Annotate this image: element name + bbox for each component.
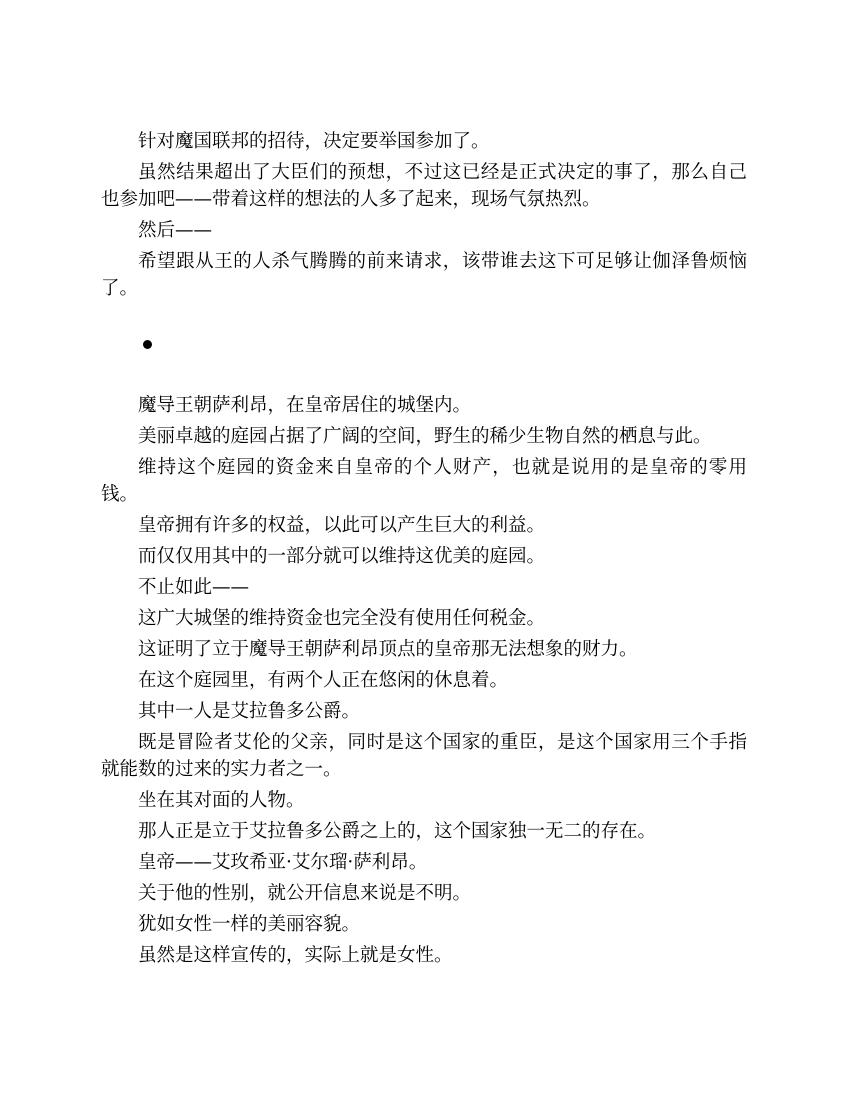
paragraph: 希望跟从王的人杀气腾腾的前来请求，该带谁去这下可足够让伽泽鲁烦恼了。 <box>101 251 747 299</box>
paragraph: 坐在其对面的人物。 <box>138 790 305 811</box>
paragraph: 皇帝拥有许多的权益，以此可以产生巨大的利益。 <box>138 515 546 536</box>
section-separator <box>101 332 747 362</box>
spacer <box>101 302 747 332</box>
bullet-dot-icon <box>143 340 152 349</box>
paragraph: 美丽卓越的庭园占据了广阔的空间，野生的稀少生物自然的栖息与此。 <box>138 426 712 447</box>
paragraph: 虽然结果超出了大臣们的预想，不过这已经是正式决定的事了，那么自己也参加吧——带着这样的想法的人多了起来，现场气氛热烈。 <box>101 162 747 210</box>
paragraph: 在这个庭园里，有两个人正在悠闲的休息着。 <box>138 670 509 691</box>
paragraph: 既是冒险者艾伦的父亲，同时是这个国家的重臣，是这个国家用三个手指就能数的过来的实力者之一。 <box>101 732 747 780</box>
section-1 <box>101 128 747 302</box>
spacer <box>101 362 747 392</box>
paragraph: 关于他的性别，就公开信息来说是不明。 <box>138 883 472 904</box>
paragraph: 其中一人是艾拉鲁多公爵。 <box>138 701 361 722</box>
paragraph: 针对魔国联邦的招待，决定要举国参加了。 <box>138 131 490 152</box>
paragraph: 虽然是这样宣传的，实际上就是女性。 <box>138 945 453 966</box>
paragraph: 维持这个庭园的资金来自皇帝的个人财产，也就是说用的是皇帝的零用钱。 <box>101 457 747 505</box>
section-2 <box>101 392 747 969</box>
paragraph: 这广大城堡的维持资金也完全没有使用任何税金。 <box>138 608 546 629</box>
paragraph: 犹如女性一样的美丽容貌。 <box>138 914 361 935</box>
paragraph: 这证明了立于魔导王朝萨利昂顶点的皇帝那无法想象的财力。 <box>138 639 638 660</box>
paragraph: 皇帝——艾玫希亚·艾尔瑠·萨利昂。 <box>138 852 428 873</box>
paragraph: 而仅仅用其中的一部分就可以维持这优美的庭园。 <box>138 546 546 567</box>
paragraph: 然后—— <box>138 220 213 241</box>
document-page <box>101 128 747 969</box>
paragraph: 那人正是立于艾拉鲁多公爵之上的，这个国家独一无二的存在。 <box>138 821 657 842</box>
paragraph: 魔导王朝萨利昂，在皇帝居住的城堡内。 <box>138 395 472 416</box>
paragraph: 不止如此—— <box>138 577 250 598</box>
